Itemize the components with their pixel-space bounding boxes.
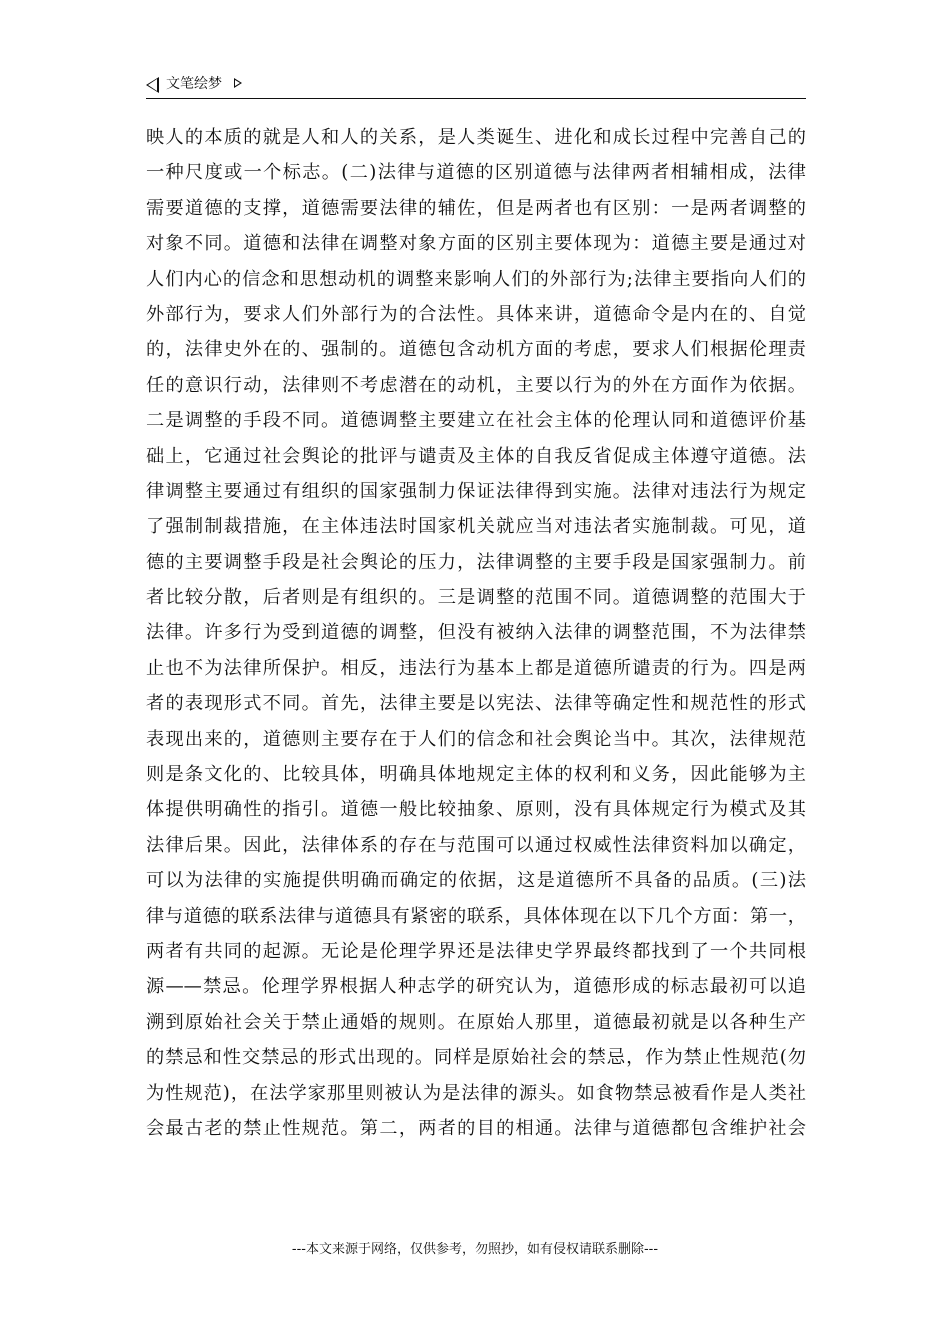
- body-text-line: 德的主要调整手段是社会舆论的压力，法律调整的主要手段是国家强制力。前: [146, 551, 806, 573]
- body-text-line: 外部行为，要求人们外部行为的合法性。具体来讲，道德命令是内在的、自觉: [146, 303, 806, 325]
- body-text-line: 律与道德的联系法律与道德具有紧密的联系，具体体现在以下几个方面：第一，: [146, 905, 806, 927]
- body-text-line: 对象不同。道德和法律在调整对象方面的区别主要体现为：道德主要是通过对: [146, 233, 806, 255]
- body-text-line: 为性规范)，在法学家那里则被认为是法律的源头。如食物禁忌被看作是人类社: [146, 1082, 806, 1104]
- body-text-line: 两者有共同的起源。无论是伦理学界还是法律史学界最终都找到了一个共同根: [146, 940, 806, 962]
- body-text-line: 任的意识行动，法律则不考虑潜在的动机，主要以行为的外在方面作为依据。: [146, 374, 806, 396]
- body-text-line: 了强制制裁措施，在主体违法时国家机关就应当对违法者实施制裁。可见，道: [146, 516, 806, 538]
- body-text-line: 溯到原始社会关于禁止通婚的规则。在原始人那里，道德最初就是以各种生产: [146, 1011, 806, 1033]
- body-text-line: 的禁忌和性交禁忌的形式出现的。同样是原始社会的禁忌，作为禁止性规范(勿: [146, 1047, 806, 1069]
- body-text-line: 者的表现形式不同。首先，法律主要是以宪法、法律等确定性和规范性的形式: [146, 693, 806, 715]
- body-text-line: 止也不为法律所保护。相反，违法行为基本上都是道德所谴责的行为。四是两: [146, 657, 806, 679]
- body-text-line: 一种尺度或一个标志。(二)法律与道德的区别道德与法律两者相辅相成，法律: [146, 162, 806, 184]
- footer-notice: ---本文来源于网络，仅供参考，勿照抄，如有侵权请联系删除---: [291, 1242, 659, 1257]
- document-body: [146, 120, 806, 1146]
- triangle-left-outline-icon: [146, 77, 159, 93]
- body-text-line: 映人的本质的就是人和人的关系，是人类诞生、进化和成长过程中完善自己的: [146, 127, 806, 148]
- body-text-line: 可以为法律的实施提供明确而确定的依据，这是道德所不具备的品质。(三)法: [146, 870, 806, 892]
- body-text-line: 的，法律史外在的、强制的。道德包含动机方面的考虑，要求人们根据伦理责: [146, 339, 806, 361]
- body-text-line: 需要道德的支撑，道德需要法律的辅佐，但是两者也有区别：一是两者调整的: [146, 197, 806, 219]
- header-brand: 文笔绘梦: [166, 76, 222, 92]
- body-text-line: 律调整主要通过有组织的国家强制力保证法律得到实施。法律对违法行为规定: [146, 480, 806, 502]
- body-text-line: 法律。许多行为受到道德的调整，但没有被纳入法律的调整范围，不为法律禁: [146, 622, 806, 644]
- body-text-line: 会最古老的禁止性规范。第二，两者的目的相通。法律与道德都包含维护社会: [146, 1117, 806, 1139]
- body-text-line: 者比较分散，后者则是有组织的。三是调整的范围不同。道德调整的范围大于: [146, 587, 806, 609]
- triangle-right-outline-icon: [234, 78, 242, 88]
- body-text-line: 础上，它通过社会舆论的批评与谴责及主体的自我反省促成主体遵守道德。法: [146, 445, 806, 467]
- body-text-line: 源——禁忌。伦理学界根据人种志学的研究认为，道德形成的标志最初可以追: [146, 976, 806, 998]
- body-text-line: 则是条文化的、比较具体，明确具体地规定主体的权利和义务，因此能够为主: [146, 764, 806, 786]
- body-text-line: 二是调整的手段不同。道德调整主要建立在社会主体的伦理认同和道德评价基: [146, 410, 806, 432]
- body-text-line: 人们内心的信念和思想动机的调整来影响人们的外部行为;法律主要指向人们的: [146, 268, 806, 290]
- page-header: [146, 72, 806, 99]
- body-text-line: 法律后果。因此，法律体系的存在与范围可以通过权威性法律资料加以确定，: [146, 834, 806, 856]
- body-text-line: 表现出来的，道德则主要存在于人们的信念和社会舆论当中。其次，法律规范: [146, 728, 806, 750]
- body-text-line: 体提供明确性的指引。道德一般比较抽象、原则，没有具体规定行为模式及其: [146, 799, 806, 821]
